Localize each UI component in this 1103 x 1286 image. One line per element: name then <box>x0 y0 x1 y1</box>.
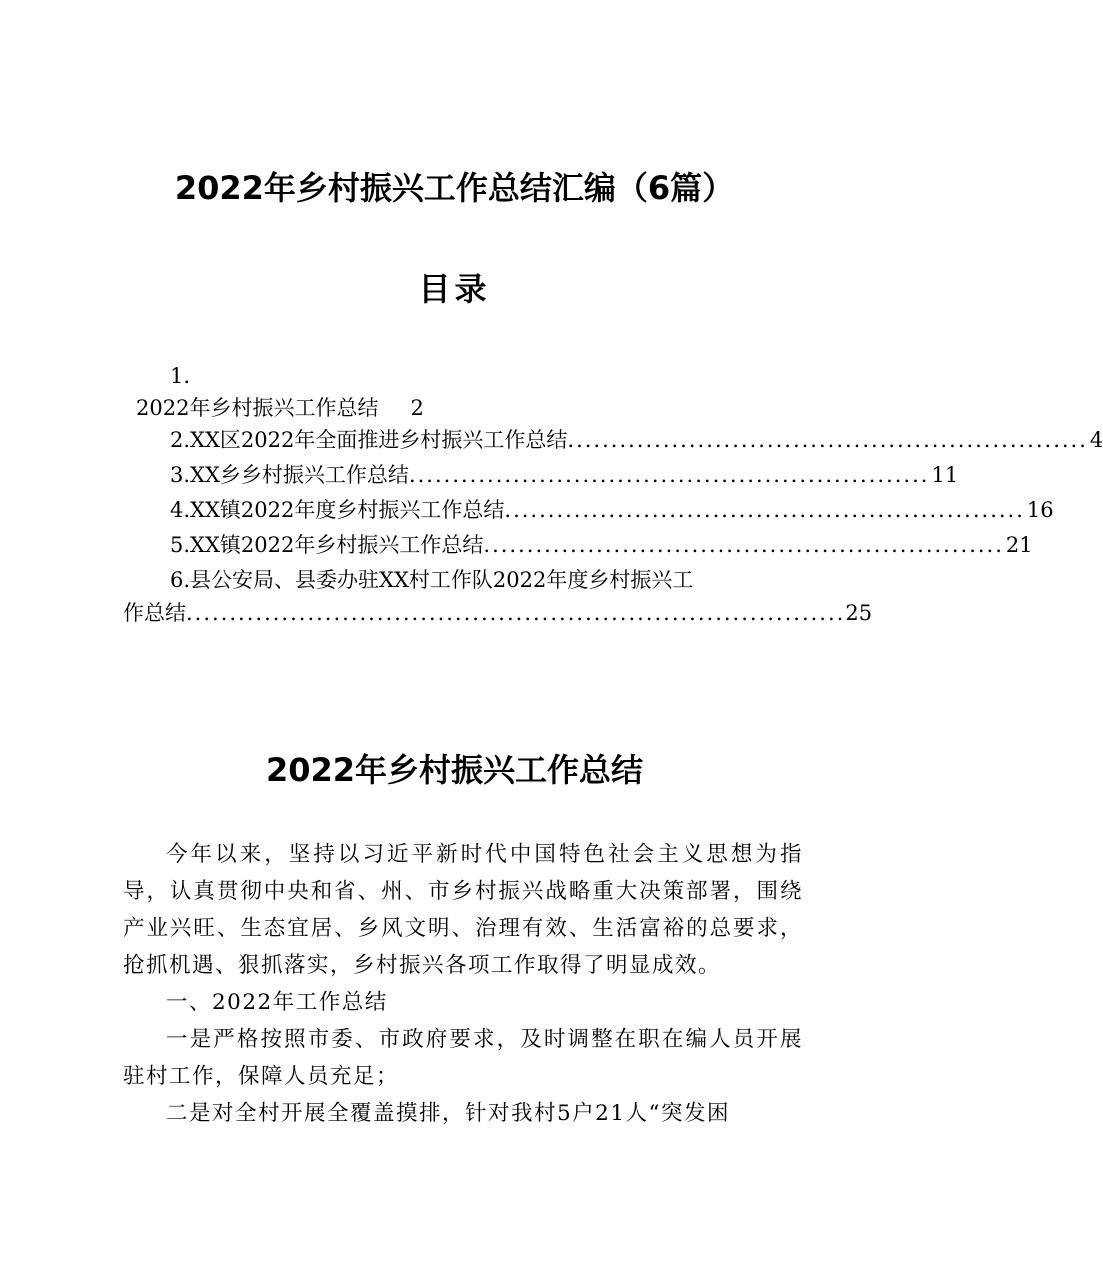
toc-item-label: 4.XX镇2022年度乡村振兴工作总结 <box>170 498 505 522</box>
paragraph-point-1: 一是严格按照市委、市政府要求，及时调整在职在编人员开展驻村工作，保障人员充足； <box>123 1027 803 1089</box>
toc-item-6-page: 25 <box>845 601 873 625</box>
toc-item-1-number[interactable]: 1. <box>170 364 191 388</box>
toc-leader-dots: ............................................................................ <box>186 601 846 625</box>
paragraph-heading-1: 一、2022年工作总结 <box>166 990 388 1015</box>
section-title: 2022年乡村振兴工作总结 <box>265 751 644 789</box>
paragraph-point-2: 二是对全村开展全覆盖摸排，针对我村5户21人“突发困 <box>166 1101 731 1126</box>
toc-item-6[interactable] <box>123 598 873 628</box>
paragraph-intro: 今年以来，坚持以习近平新时代中国特色社会主义思想为指导，认真贯彻中央和省、州、市乡村振兴战略重大决策部署，围绕产业兴旺、生态宜居、乡风文明、治理有效、生活富裕的总要求，抢抓机遇、狠抓落实，乡村振兴各项工作取得了明显成效。 <box>123 842 803 978</box>
toc-item-1[interactable] <box>136 393 424 423</box>
toc-item-6-line1[interactable]: 6.县公安局、县委办驻XX村工作队2022年度乡村振兴工 <box>170 568 694 592</box>
toc-item-label: 3.XX乡乡村振兴工作总结 <box>170 463 409 487</box>
toc-leader-dots: ............................................................ <box>504 498 1025 522</box>
toc-leader-dots: ............................................................ <box>567 428 1088 452</box>
toc-item-label: 5.XX镇2022年乡村振兴工作总结 <box>170 533 484 557</box>
toc-leader-dots: ............................................................ <box>483 533 1004 557</box>
toc-item-6-line2: 作总结 <box>123 601 186 625</box>
toc-leader-dots: ............................................................ <box>408 463 930 487</box>
toc-item-4[interactable] <box>170 495 1054 525</box>
toc-item-3[interactable] <box>170 460 959 490</box>
toc-item-2[interactable] <box>170 425 1103 455</box>
toc-item-page: 21 <box>1005 533 1033 557</box>
document-title: 2022年乡村振兴工作总结汇编（6篇） <box>174 169 735 207</box>
toc-item-1-title: 2022年乡村振兴工作总结 <box>136 396 379 420</box>
body-text <box>123 836 803 1132</box>
toc-heading: 目录 <box>418 270 491 308</box>
toc-item-page: 11 <box>931 463 959 487</box>
toc-item-page: 4 <box>1089 428 1103 452</box>
toc-item-page: 16 <box>1026 498 1054 522</box>
toc-item-5[interactable] <box>170 530 1033 560</box>
toc-item-label: 2.XX区2022年全面推进乡村振兴工作总结 <box>170 428 568 452</box>
toc-item-1-page: 2 <box>410 396 424 420</box>
